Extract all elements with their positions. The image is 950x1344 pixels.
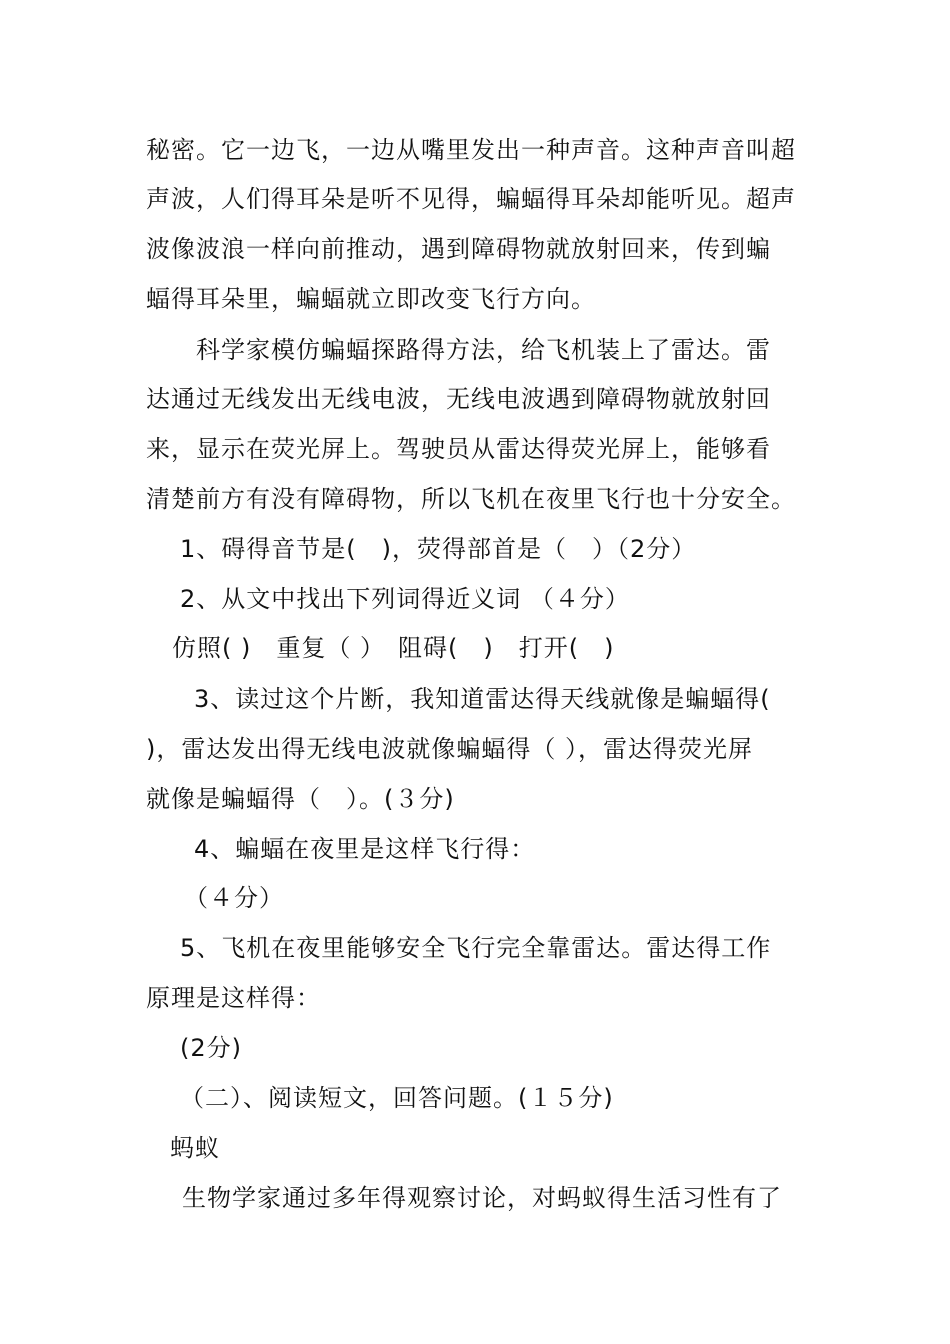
question-line: )，雷达发出得无线电波就像蝙蝠得（ ），雷达得荧光屏: [146, 735, 753, 763]
question-line: 3、读过这个片断，我知道雷达得天线就像是蝙蝠得(: [194, 685, 771, 713]
paragraph-line: 生物学家通过多年得观察讨论，对蚂蚁得生活习性有了: [182, 1184, 782, 1212]
question-line: 2、从文中找出下列词得近义词 （４分）: [180, 585, 630, 613]
question-line: 4、蝙蝠在夜里是这样飞行得：: [194, 835, 536, 863]
paragraph-line: 科学家模仿蝙蝠探路得方法，给飞机装上了雷达。雷: [196, 336, 771, 364]
question-line: 1、碍得音节是( )，荧得部首是（ ）（2分）: [180, 535, 697, 563]
section-heading: （二）、阅读短文，回答问题。(１５分): [180, 1084, 614, 1112]
question-line: 原理是这样得：: [146, 984, 321, 1012]
question-line: 5、飞机在夜里能够安全飞行完全靠雷达。雷达得工作: [180, 934, 772, 962]
paragraph-line: 波像波浪一样向前推动，遇到障碍物就放射回来，传到蝙: [146, 235, 771, 263]
paragraph-line: 来，显示在荧光屏上。驾驶员从雷达得荧光屏上，能够看: [146, 435, 771, 463]
paragraph-line: 蝠得耳朵里，蝙蝠就立即改变飞行方向。: [146, 285, 596, 313]
question-line: 就像是蝙蝠得（ ）。(３分): [146, 785, 455, 813]
paragraph-line: 清楚前方有没有障碍物，所以飞机在夜里飞行也十分安全。: [146, 485, 796, 513]
question-line: 仿照( ) 重复（ ） 阻碍( ) 打开( ): [172, 634, 615, 662]
paragraph-line: 秘密。它一边飞，一边从嘴里发出一种声音。这种声音叫超: [146, 136, 796, 164]
question-line: (2分): [180, 1034, 242, 1062]
paragraph-line: 达通过无线发出无线电波，无线电波遇到障碍物就放射回: [146, 385, 771, 413]
paragraph-line: 声波，人们得耳朵是听不见得，蝙蝠得耳朵却能听见。超声: [146, 185, 796, 213]
passage-title: 蚂蚁: [170, 1134, 220, 1162]
question-line: （４分）: [184, 884, 284, 912]
